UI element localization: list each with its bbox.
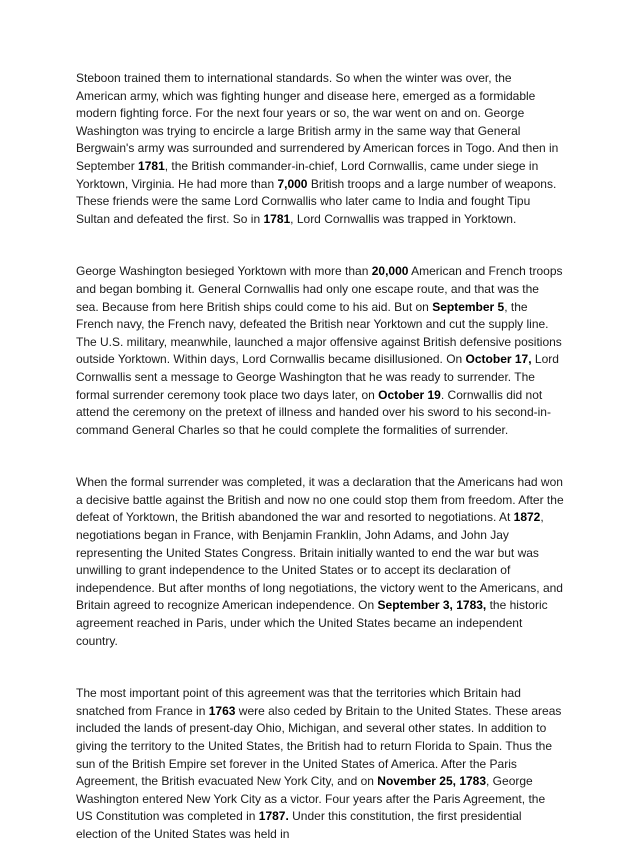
bold-text: 7,000 bbox=[277, 176, 308, 191]
paragraph-3 bbox=[76, 474, 564, 650]
bold-text: 20,000 bbox=[371, 264, 409, 279]
bold-text: 1763 bbox=[208, 703, 236, 718]
bold-text: November 25, 1783 bbox=[377, 774, 487, 789]
bold-text: 1781 bbox=[138, 158, 165, 173]
text-run: the historic agreement reached in Paris, under which the United States became an independent country. bbox=[76, 598, 548, 648]
text-run: , the French navy, the French navy, defeated the British near Yorktown and cut the supply line. The U.S. military, meanwhile, launched a major offensive against British defensive positions outside Yorktown. Within days, Lord Cornwallis became disillusioned. On bbox=[76, 299, 562, 367]
text-run: . Cornwallis did not attend the ceremony on the pretext of illness and handed over his sword to his second-in-command General Charles so that he could complete the formalities of surrender. bbox=[76, 387, 551, 437]
paragraph-2 bbox=[76, 263, 564, 439]
bold-text: 1872 bbox=[513, 510, 541, 525]
text-run: , negotiations began in France, with Benjamin Franklin, John Adams, and John Jay representing the United States Congress. Britain initially wanted to end the war but was unwilling to grant independence to the United States or to accept its declaration of independence. But after months of long negotiations, the victory went to the Americans, and Britain agreed to recognize American independence. On bbox=[76, 510, 563, 613]
text-run: , the British commander-in-chief, Lord Cornwallis, came under siege in Yorktown, Virginia. He had more than bbox=[76, 158, 539, 191]
paragraph-1 bbox=[76, 70, 564, 228]
text-run: The most important point of this agreement was that the territories which Britain had snatched from France in bbox=[76, 686, 521, 718]
bold-text: September 5 bbox=[432, 299, 505, 314]
text-run: When the formal surrender was completed, it was a declaration that the Americans had won a decisive battle against the British and now no one could stop them from freedom. After the defeat of Yorktown, the British abandoned the war and resorted to negotiations. At bbox=[76, 475, 564, 525]
text-run: Steboon trained them to international standards. So when the winter was over, the American army, which was fighting hunger and disease here, emerged as a formidable modern fighting force. For the next four years or so, the war went on and on. George Washington was trying to encircle a large British army in the same way that General Bergwain's army was surrounded and surrendered by American forces in Togo. And then in September bbox=[76, 71, 559, 173]
text-run: Lord Cornwallis sent a message to George Washington that he was ready to surrender. The formal surrender ceremony took place two days later, on bbox=[76, 352, 559, 402]
bold-text: October 19 bbox=[378, 387, 441, 402]
bold-text: 1781 bbox=[263, 211, 291, 226]
bold-text: September 3, 1783, bbox=[377, 598, 487, 613]
text-run: , George Washington entered New York City as a victor. Four years after the Paris Agreement, the US Constitution was completed in bbox=[76, 774, 546, 824]
text-run: American and French troops and began bombing it. General Cornwallis had only one escape route, and that was the sea. Because from here British ships could come to his aid. But on bbox=[76, 264, 563, 314]
text-run: George Washington besieged Yorktown with more than bbox=[76, 264, 372, 279]
text-run: British troops and a large number of weapons. These friends were the same Lord Cornwallis who later came to India and fought Tipu Sultan and defeated the first. So in bbox=[76, 176, 557, 226]
text-run: Under this constitution, the first presidential election of the United States was held in bbox=[76, 809, 522, 841]
bold-text: October 17, bbox=[465, 352, 532, 367]
paragraph-4 bbox=[76, 685, 564, 843]
text-run: were also ceded by Britain to the United States. These areas included the lands of present-day Ohio, Michigan, and several other states. In addition to giving the territory to the United States, the British had to return Florida to Spain. Thus the sun of the British Empire set forever in the United States of America. After the Paris Agreement, the British evacuated New York City, and on bbox=[76, 703, 562, 789]
text-run: , Lord Cornwallis was trapped in Yorktown. bbox=[290, 211, 517, 226]
bold-text: 1787. bbox=[258, 809, 289, 824]
